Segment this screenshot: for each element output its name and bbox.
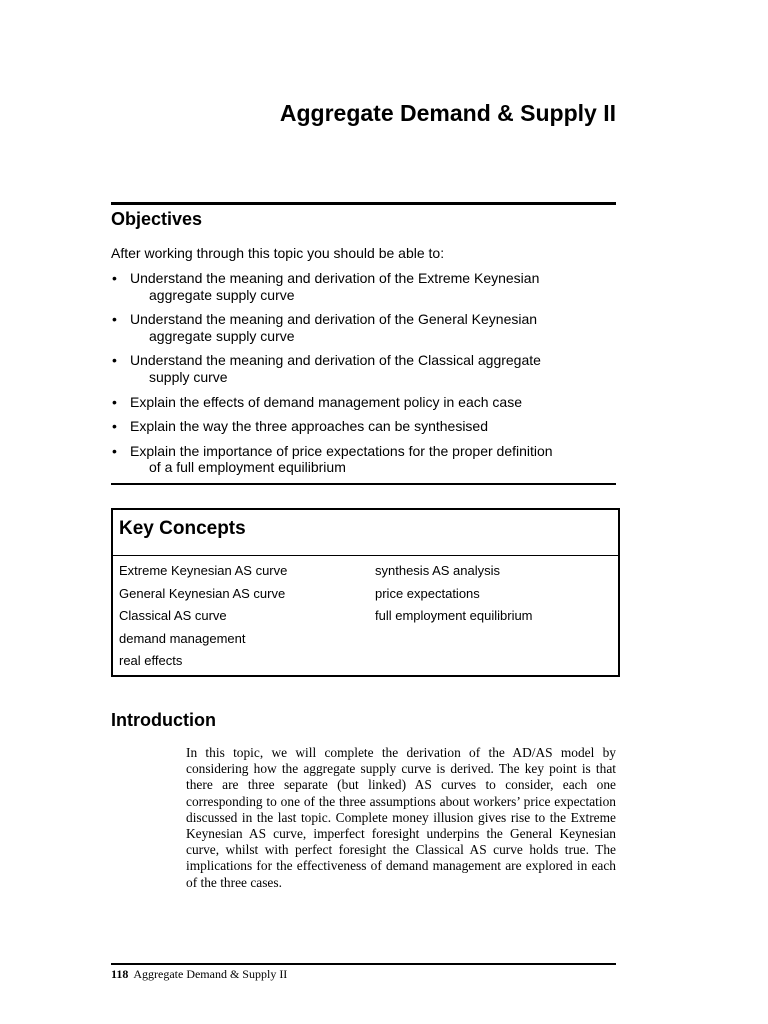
introduction-heading: Introduction [111, 710, 216, 730]
key-concept: full employment equilibrium [375, 608, 533, 624]
key-concepts-left-column [119, 560, 287, 673]
objective-text: Explain the importance of price expectations for the proper definition [130, 442, 553, 459]
running-title: Aggregate Demand & Supply II [133, 967, 288, 981]
objective-text: Understand the meaning and derivation of the Classical aggregate [130, 352, 541, 369]
bullet-icon: • [112, 442, 117, 459]
key-concepts-heading: Key Concepts [119, 518, 246, 539]
key-concept: real effects [119, 653, 183, 669]
objective-text-continued: aggregate supply curve [149, 327, 295, 344]
page-footer [111, 967, 287, 982]
objective-item [111, 311, 621, 344]
bullet-icon: • [112, 270, 117, 286]
bullet-icon: • [112, 418, 117, 435]
objectives-list [111, 270, 621, 484]
objectives-intro: After working through this topic you should be able to: [111, 245, 445, 261]
objective-text-continued: supply curve [149, 368, 228, 385]
objective-item [111, 270, 621, 303]
objective-text-continued: aggregate supply curve [149, 286, 295, 303]
footer-rule [111, 963, 616, 965]
objective-text: Understand the meaning and derivation of the General Keynesian [130, 311, 538, 328]
objective-text: Understand the meaning and derivation of the Extreme Keynesian [130, 270, 540, 286]
objectives-top-rule [111, 202, 616, 205]
bullet-icon: • [112, 311, 117, 328]
key-concept: Extreme Keynesian AS curve [119, 563, 288, 578]
key-concept: price expectations [375, 585, 480, 601]
key-concept: demand management [119, 630, 246, 646]
objective-text-continued: of a full employment equilibrium [149, 459, 346, 476]
key-concepts-box [111, 508, 620, 677]
page-title: Aggregate Demand & Supply II [279, 100, 616, 126]
key-concept: General Keynesian AS curve [119, 585, 286, 601]
bullet-icon: • [112, 393, 117, 410]
key-concept: synthesis AS analysis [375, 563, 501, 578]
page-number: 118 [111, 967, 129, 981]
bullet-icon: • [112, 352, 117, 369]
introduction-body: In this topic, we will complete the derivation of the AD/AS model by considering how the aggregate supply curve is derived. The key point is that there are three separate (but linked) AS curves to consider, each one corresponding to one of the three assumptions about workers’ price expectation discussed in the last topic. Complete money illusion gives rise to the Extreme Keynesian AS curve, imperfect foresight underpins the General Keynesian curve, whilst with perfect foresight the Classical AS curve holds true. The implications for the effectiveness of demand management are explored in each of the three cases. [186, 745, 616, 890]
objective-text: Explain the effects of demand management policy in each case [130, 393, 522, 410]
objective-item [111, 418, 621, 435]
objectives-bottom-rule [111, 483, 616, 485]
objective-item [111, 394, 621, 411]
key-concept: Classical AS curve [119, 608, 227, 624]
key-concepts-divider [113, 555, 618, 556]
objective-item [111, 443, 621, 476]
key-concepts-right-column [375, 560, 533, 628]
objectives-heading: Objectives [111, 209, 203, 229]
objective-text: Explain the way the three approaches can be synthesised [130, 418, 489, 435]
objective-item [111, 352, 621, 385]
